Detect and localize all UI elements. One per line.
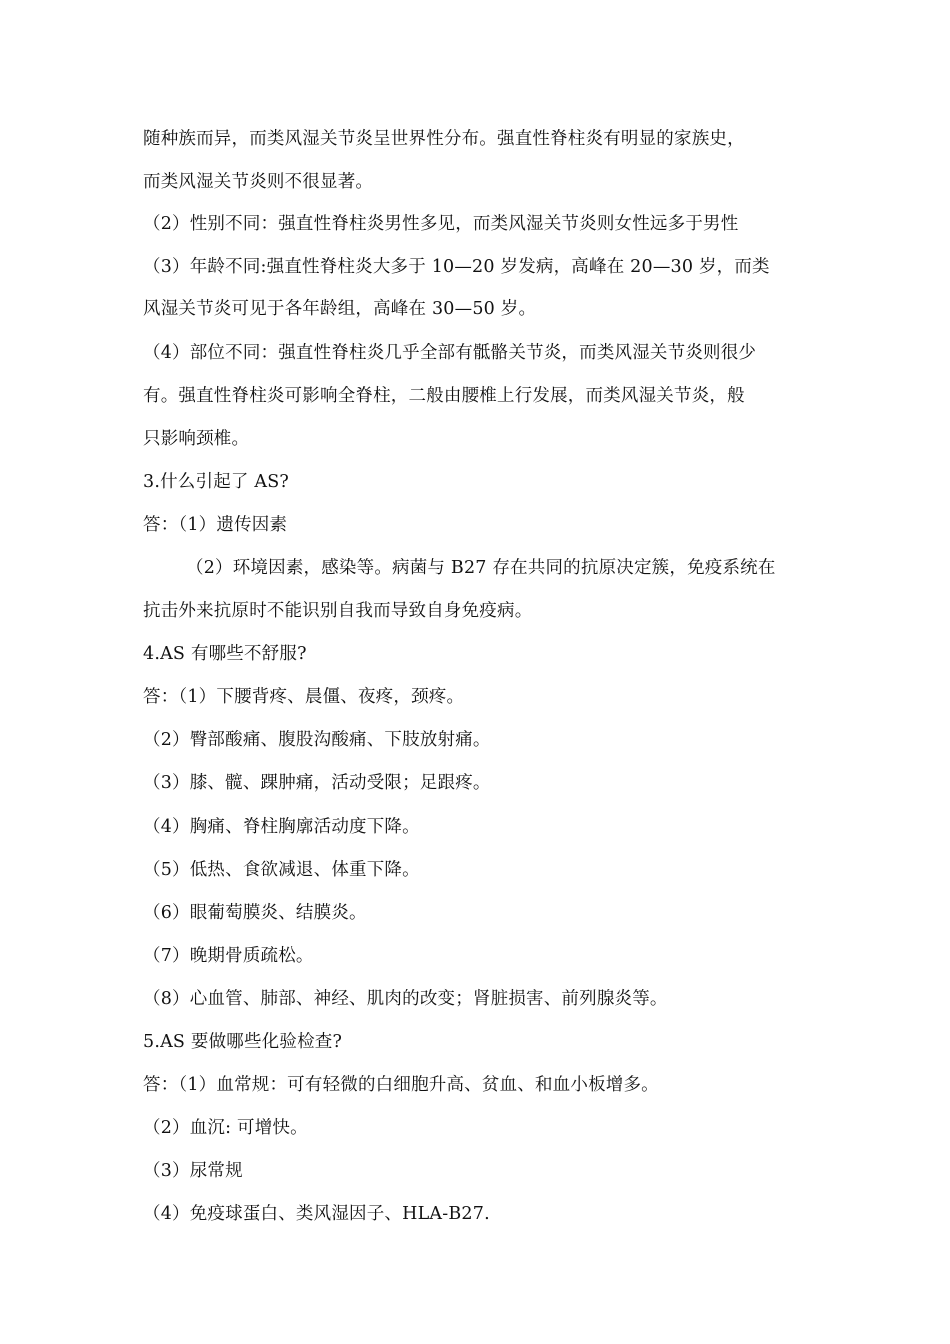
text-line: （8）心血管、肺部、神经、肌肉的改变；肾脏损害、前列腺炎等。 [143,989,668,1009]
text-line: 风湿关节炎可见于各年龄组，高峰在 30—50 岁。 [143,299,537,319]
text-line: 答：（1）血常规：可有轻微的白细胞升高、贫血、和血小板增多。 [143,1075,659,1095]
text-line: （2）环境因素，感染等。病菌与 B27 存在共同的抗原决定簇，免疫系统在 [186,558,776,578]
question-heading: 5.AS 要做哪些化验检查? [143,1032,343,1052]
text-line: （3）年龄不同:强直性脊柱炎大多于 10—20 岁发病，高峰在 20—30 岁，而类 [143,257,770,277]
text-line: 答：（1）遗传因素 [143,515,288,535]
text-line: （4）免疫球蛋白、类风湿因子、HLA-B27. [143,1204,490,1224]
question-heading: 3.什么引起了 AS? [143,472,289,492]
text-line: （4）胸痛、脊柱胸廓活动度下降。 [143,817,420,837]
text-line: 抗击外来抗原时不能识别自我而导致自身免疫病。 [143,601,533,621]
text-line: （6）眼葡萄膜炎、结膜炎。 [143,903,367,923]
text-line: 有。强直性脊柱炎可影响全脊柱，二般由腰椎上行发展，而类风湿关节炎，般 [143,386,745,406]
text-line: 而类风湿关节炎则不很显著。 [143,172,374,192]
text-line: 答：（1）下腰背疼、晨僵、夜疼，颈疼。 [143,687,465,707]
text-line: 随种族而异，而类风湿关节炎呈世界性分布。强直性脊柱炎有明显的家族史， [143,129,745,149]
text-line: （2）血沉: 可增快。 [143,1118,308,1138]
text-line: （2）臀部酸痛、腹股沟酸痛、下肢放射痛。 [143,730,491,750]
text-line: （3）尿常规 [143,1161,243,1181]
text-line: （3）膝、髋、踝肿痛，活动受限；足跟疼。 [143,773,491,793]
question-heading: 4.AS 有哪些不舒服? [143,644,307,664]
text-line: 只影响颈椎。 [143,429,250,449]
text-line: （5）低热、食欲减退、体重下降。 [143,860,420,880]
text-line: （4）部位不同：强直性脊柱炎几乎全部有骶骼关节炎，而类风湿关节炎则很少 [143,343,757,363]
text-line: （7）晚期骨质疏松。 [143,946,314,966]
text-line: （2）性别不同：强直性脊柱炎男性多见，而类风湿关节炎则女性远多于男性 [143,214,739,234]
